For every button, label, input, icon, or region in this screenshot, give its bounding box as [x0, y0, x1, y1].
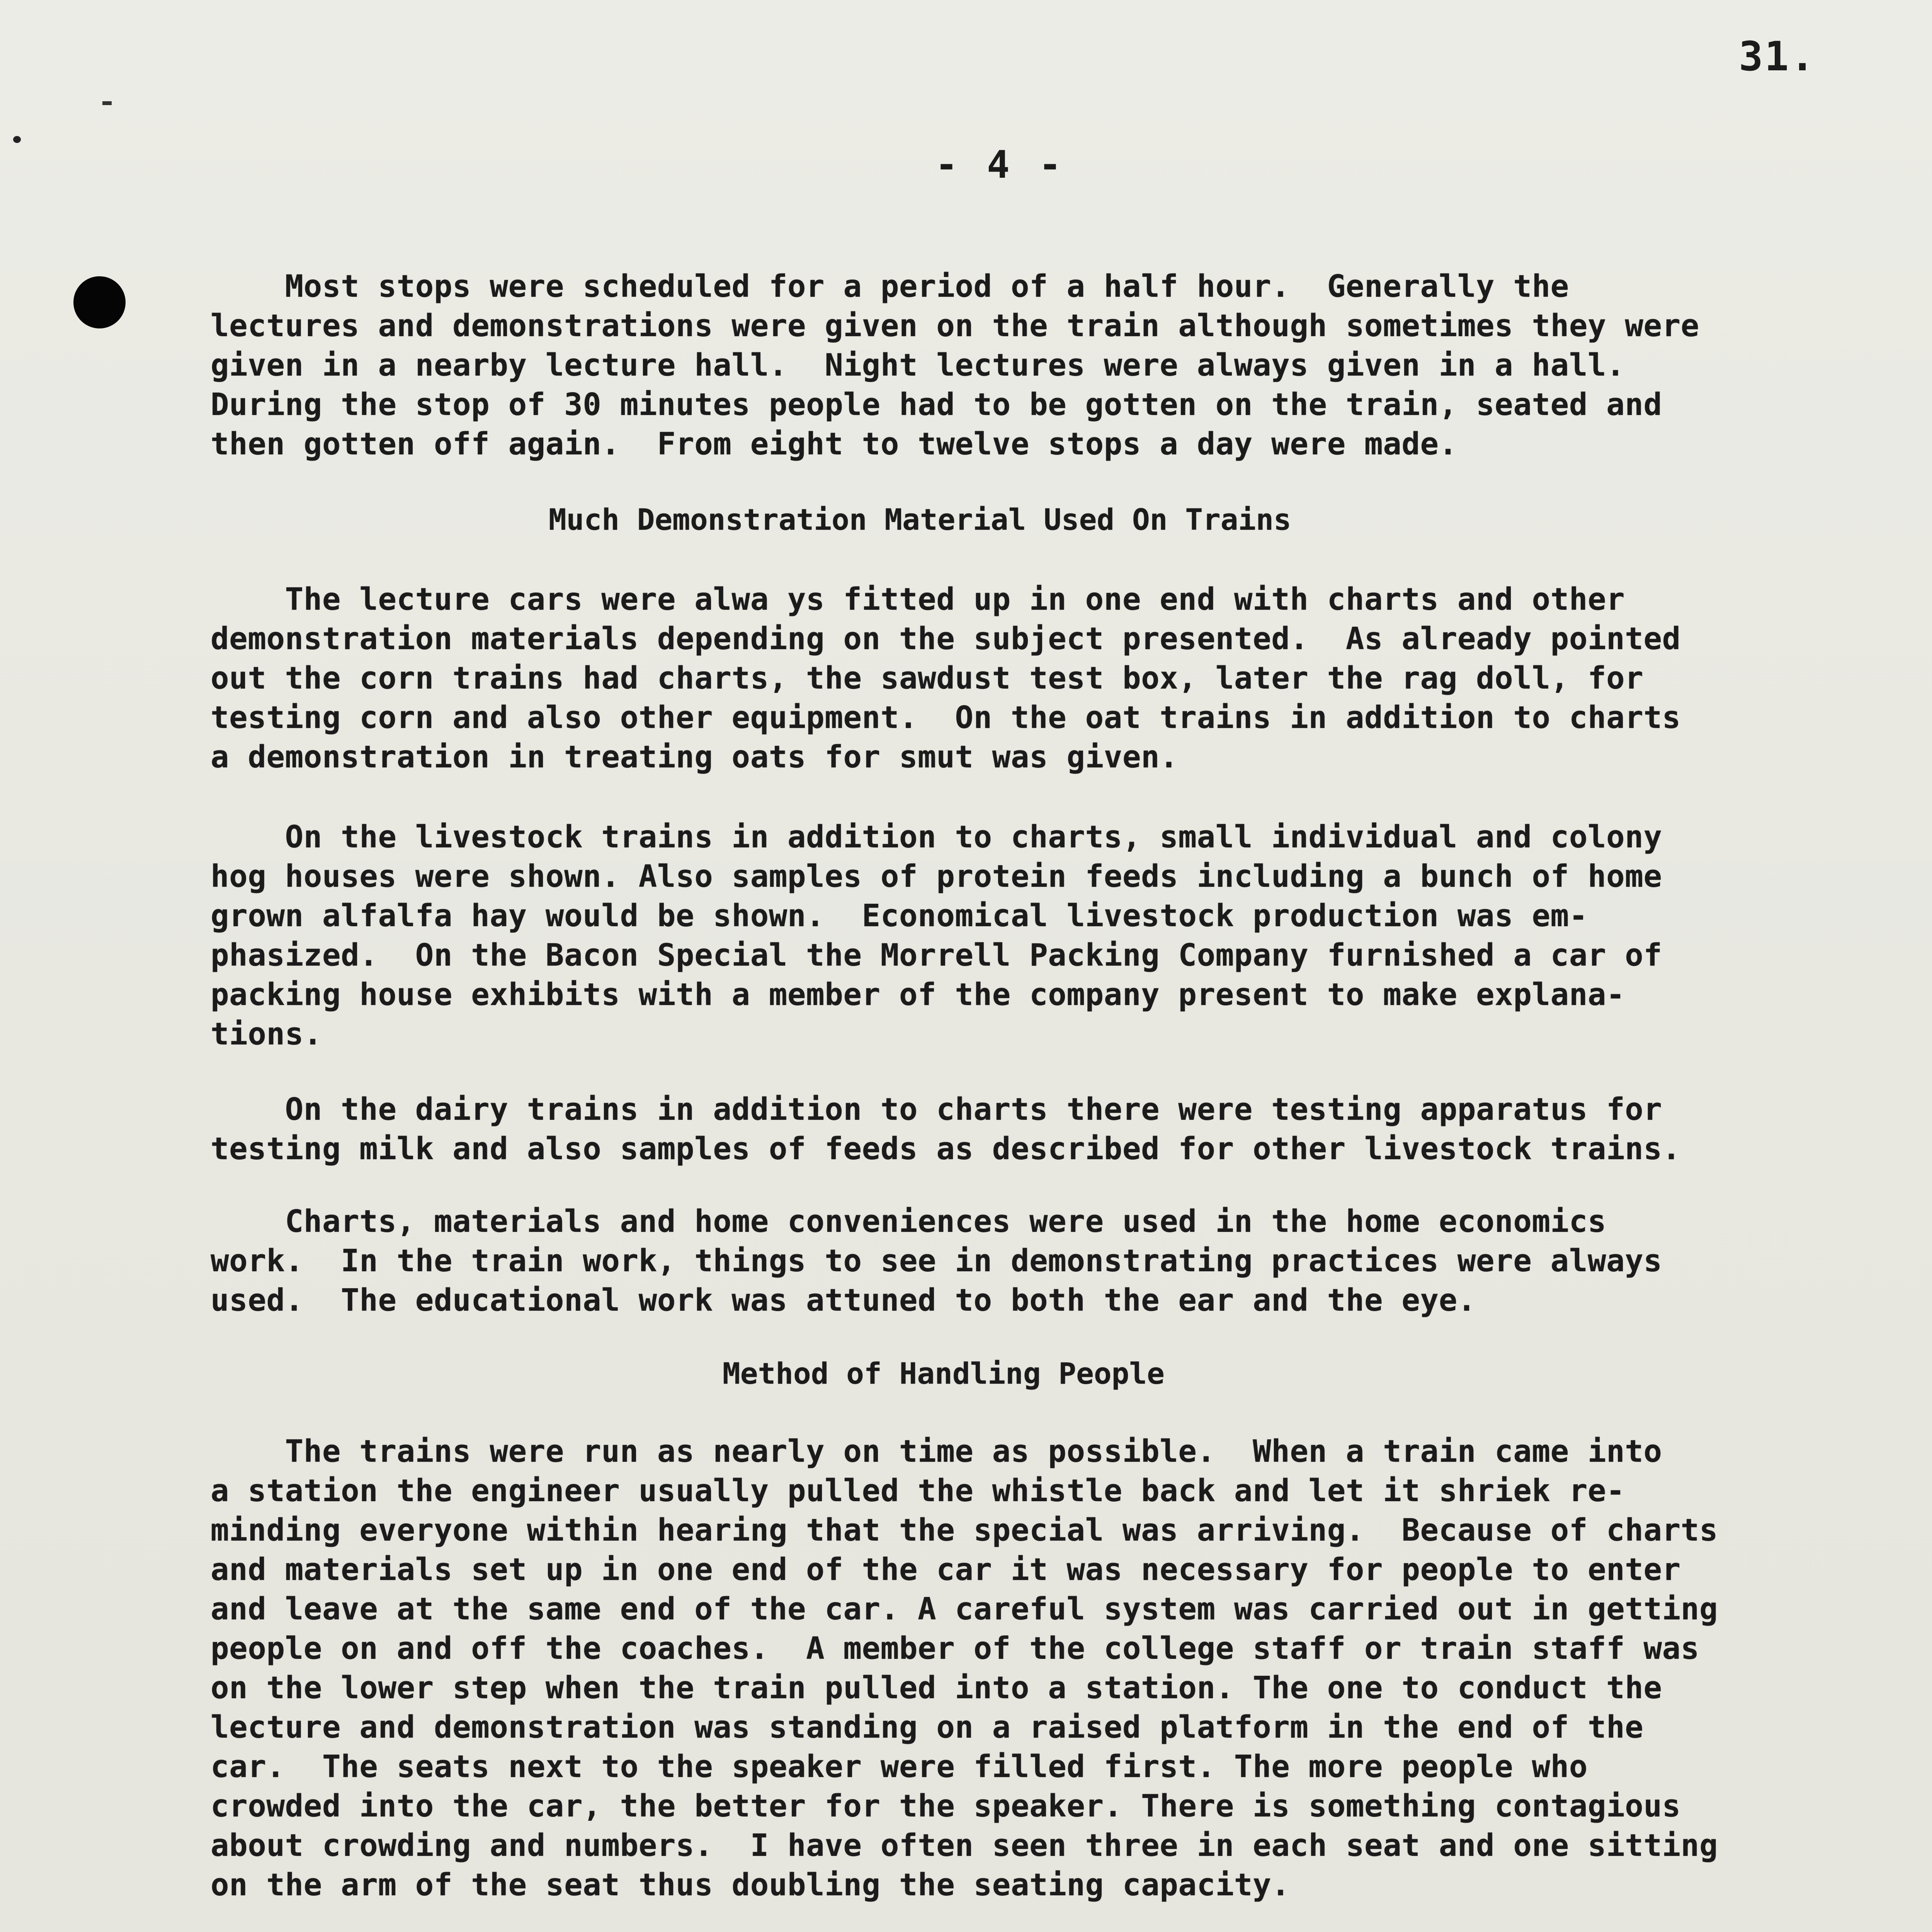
paragraph-train-schedule: The trains were run as nearly on time as possible. When a train came into a station the engineer usually pulled the whistle back and let it shriek re- minding everyone within hearing that the special was arriving. Because of charts and materials set up in one end of the car it was necessary for people to enter and leave at the same end of the car. A careful system was carried out in getting people on and off the coaches. A member of the college staff or train staff was on the lower step when the train pulled into a station. The one to conduct the lecture and demonstration was standing on a raised platform in the end of the car. The seats next to the speaker were filled first. The more people who crowded into the car, the better for the speaker. There is something contagious about crowding and numbers. I have often seen three in each seat and one sitting on the arm of the seat thus doubling the seating capacity.: [211, 1434, 1718, 1903]
paragraph-stops: Most stops were scheduled for a period of a half hour. Generally the lectures and demonstrations were given on the train although sometimes they were given in a nearby lecture hall. Night lectures were always given in a hall. During the stop of 30 minutes people had to be gotten on the train, seated and then gotten off again. From eight to twelve stops a day were made.: [211, 269, 1699, 462]
paper-speck: [13, 136, 21, 143]
section-heading-handling-people: Method of Handling People: [723, 1356, 1165, 1391]
paragraph-home-economics: Charts, materials and home conveniences were used in the home economics work. In the train work, things to see in demonstrating practices were always used. The educational work was attuned to both the ear and the eye.: [211, 1204, 1662, 1318]
page-label: - 4 -: [935, 143, 1065, 187]
section-heading-demonstration-material: Much Demonstration Material Used On Trains: [549, 502, 1291, 537]
punch-hole: [73, 276, 126, 328]
paragraph-livestock-trains: On the livestock trains in addition to charts, small individual and colony hog houses were shown. Also samples of protein feeds including a bunch of home grown alfalfa hay would be shown. Economical livestock production was em- phasized. On the Bacon Special the Morrell Packing Company furnished a car of packing house exhibits with a member of the company present to make explana- tions.: [211, 819, 1662, 1052]
page-number: 31.: [1739, 33, 1816, 80]
paragraph-dairy-trains: On the dairy trains in addition to charts there were testing apparatus for testing milk and also samples of feeds as described for other livestock trains.: [211, 1092, 1681, 1167]
paragraph-lecture-cars: The lecture cars were alwa ys fitted up in one end with charts and other demonstration materials depending on the subject presented. As already pointed out the corn trains had charts, the sawdust test box, later the rag doll, for testing corn and also other equipment. On the oat trains in addition to charts a demonstration in treating oats for smut was given.: [211, 582, 1681, 775]
paper-speck: [102, 101, 112, 105]
